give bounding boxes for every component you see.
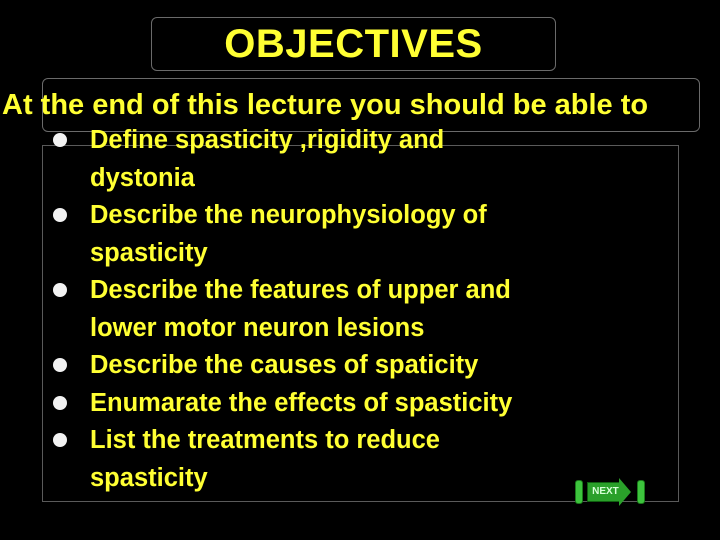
- item-line: List the treatments to reduce: [90, 426, 440, 454]
- bullet-dot-icon: [53, 208, 67, 222]
- slide-subtitle: At the end of this lecture you should be able to: [2, 89, 649, 121]
- item-line: Enumarate the effects of spasticity: [90, 388, 513, 417]
- item-line: dystonia: [90, 163, 195, 192]
- list-item: [90, 122, 690, 197]
- list-item: [90, 385, 690, 423]
- list-item: [90, 347, 690, 385]
- item-line: spasticity: [90, 463, 208, 492]
- bullet-dot-icon: [53, 133, 67, 147]
- list-item: [90, 422, 690, 497]
- title-box: [151, 17, 556, 71]
- item-line: spasticity: [90, 238, 208, 267]
- bullet-dot-icon: [53, 396, 67, 410]
- item-line: Describe the features of upper and: [90, 276, 511, 304]
- list-item: [90, 272, 690, 347]
- slide-title: OBJECTIVES: [224, 22, 483, 66]
- item-line: Define spasticity ,rigidity and: [90, 126, 445, 154]
- bullet-dot-icon: [53, 283, 67, 297]
- bullet-dot-icon: [53, 358, 67, 372]
- item-line: Describe the neurophysiology of: [90, 201, 487, 229]
- item-line: Describe the causes of spaticity: [90, 351, 479, 379]
- list-item: [90, 197, 690, 272]
- objectives-list: [90, 122, 690, 497]
- next-label: NEXT: [592, 486, 619, 497]
- item-line: lower motor neuron lesions: [90, 313, 425, 342]
- bullet-dot-icon: [53, 433, 67, 447]
